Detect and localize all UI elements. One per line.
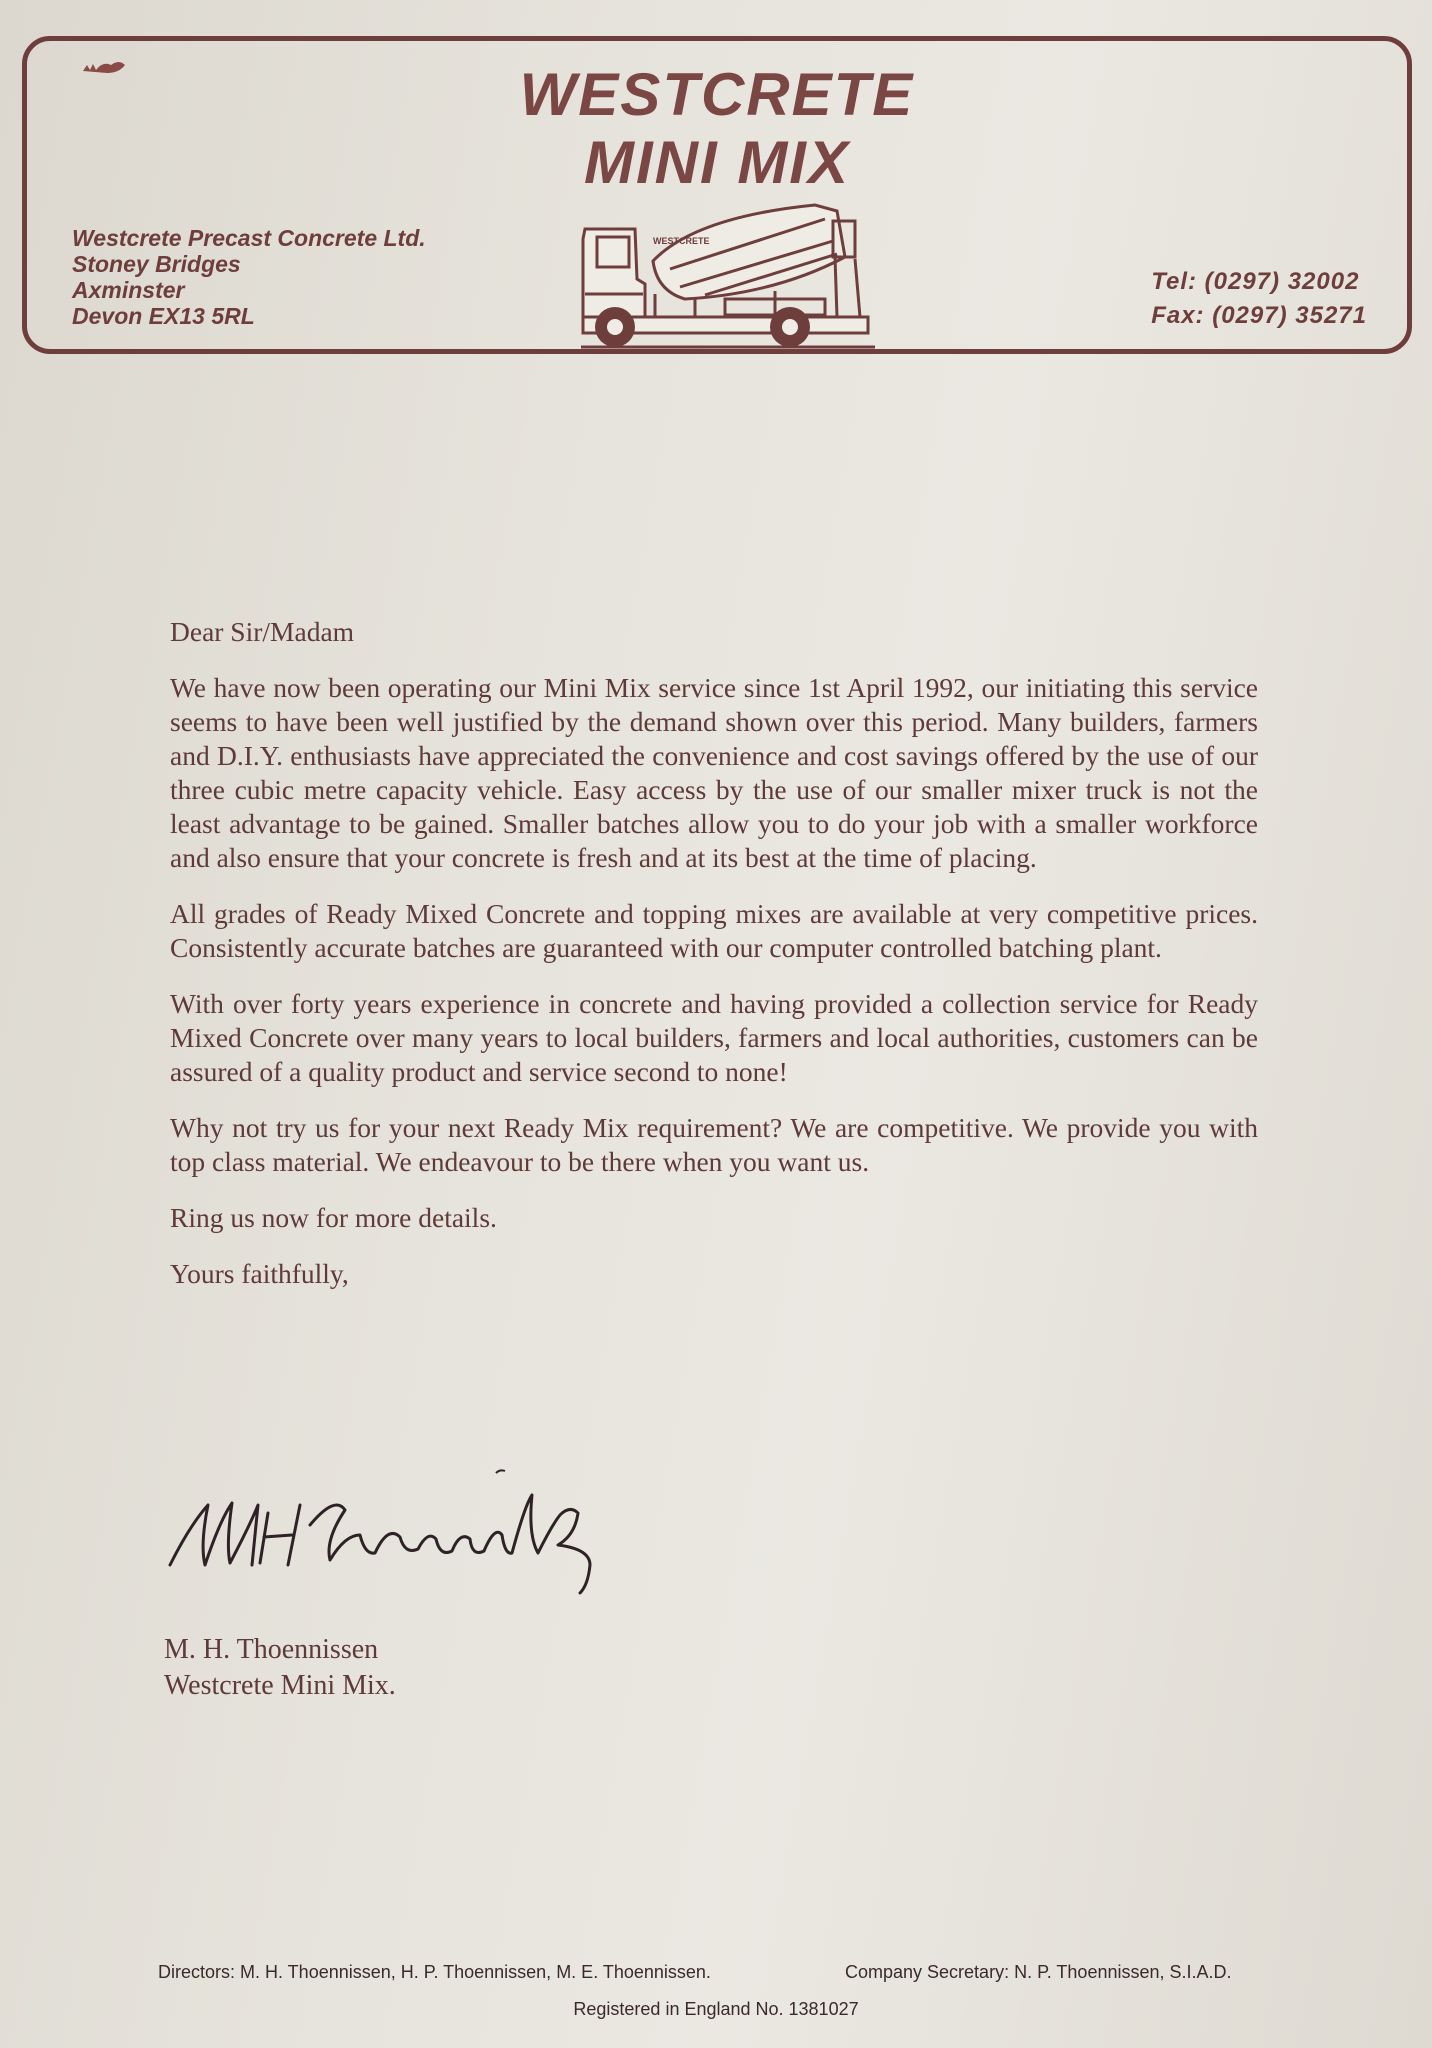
- registration-line: Registered in England No. 1381027: [573, 1999, 859, 2019]
- fax: Fax: (0297) 35271: [1151, 302, 1367, 329]
- address-line: Westcrete Precast Concrete Ltd.: [72, 225, 426, 251]
- company-address: [72, 225, 426, 329]
- brand-title-line1: WESTCRETE: [519, 61, 915, 128]
- mixer-truck-icon: [575, 199, 885, 355]
- paragraph: Why not try us for your next Ready Mix requirement? We are competitive. We provide you with top class material. We endeavour to be there when you want us.: [170, 1112, 1258, 1177]
- letterhead: [22, 36, 1412, 354]
- paragraph: We have now been operating our Mini Mix service since 1st April 1992, our initiating this service seems to have been well justified by the demand shown over this period. Many builders, farmers and D.I.Y. enthusiasts have appreciated the convenience and cost savings offered by the use of our three cubic metre capacity vehicle. Easy access by the use of our smaller mixer truck is not the least advantage to be gained. Smaller batches allow you to do your job with a smaller workforce and also ensure that your concrete is fresh and at its best at the time of placing.: [170, 672, 1258, 873]
- closing: Yours faithfully,: [170, 1258, 349, 1289]
- signer-company: Westcrete Mini Mix.: [164, 1670, 396, 1701]
- paragraph: Ring us now for more details.: [170, 1202, 497, 1233]
- paragraph: All grades of Ready Mixed Concrete and topping mixes are available at very competitive prices. Consistently accurate batches are guaranteed with our computer controlled batching plant.: [170, 898, 1258, 963]
- truck-label: WESTCRETE: [653, 236, 710, 246]
- contact-numbers: [1151, 265, 1367, 333]
- letter-body: [170, 615, 1258, 1313]
- directors-line: Directors: M. H. Thoennissen, H. P. Thoennissen, M. E. Thoennissen.: [158, 1962, 711, 1982]
- signer-name: M. H. Thoennissen: [164, 1634, 379, 1665]
- signer-block: [164, 1632, 396, 1704]
- secretary-line: Company Secretary: N. P. Thoennissen, S.I.A.D.: [845, 1962, 1232, 1982]
- signature: [160, 1465, 620, 1595]
- salutation: Dear Sir/Madam: [170, 616, 355, 647]
- paragraph: With over forty years experience in concrete and having provided a collection service for Ready Mixed Concrete over many years to local builders, farmers and local authorities, customers can be assured of a quality product and service second to none!: [170, 988, 1258, 1087]
- address-line: Axminster: [72, 277, 185, 303]
- address-line: Stoney Bridges: [72, 251, 241, 277]
- brand-title-line2: MINI MIX: [584, 129, 850, 196]
- telephone: Tel: (0297) 32002: [1151, 268, 1360, 295]
- address-line: Devon EX13 5RL: [72, 303, 255, 329]
